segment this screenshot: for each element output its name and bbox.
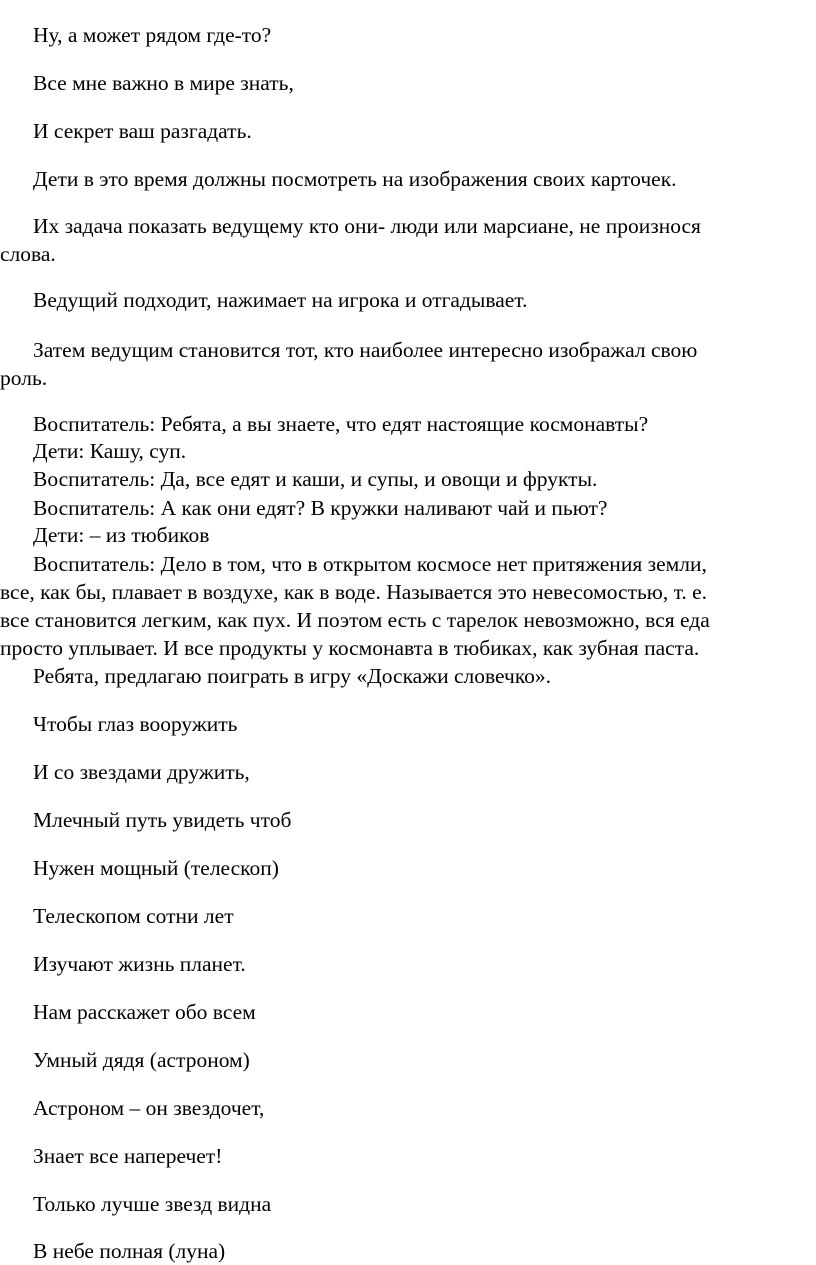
text-line: И со звездами дружить, (33, 760, 250, 784)
text-line: Ведущий подходит, нажимает на игрока и отгадывает. (33, 288, 528, 312)
text-line: Только лучше звезд видна (33, 1192, 272, 1216)
text-line: Дети: Кашу, суп. (33, 439, 187, 463)
text-line: Астроном – он звездочет, (33, 1096, 265, 1120)
text-line: В небе полная (луна) (33, 1239, 226, 1263)
text-line: Воспитатель: А как они едят? В кружки наливают чай и пьют? (33, 496, 608, 520)
text-line: Воспитатель: Дело в том, что в открытом космосе нет притяжения земли, (33, 552, 707, 576)
text-line: Воспитатель: Да, все едят и каши, и супы, и овощи и фрукты. (33, 467, 598, 491)
text-line: Умный дядя (астроном) (33, 1048, 250, 1072)
text-line: Ну, а может рядом где-то? (33, 23, 272, 47)
text-line: Нам расскажет обо всем (33, 1000, 256, 1024)
text-line: Дети: – из тюбиков (33, 523, 210, 547)
text-line: Чтобы глаз вооружить (33, 712, 238, 736)
text-line: Изучают жизнь планет. (33, 952, 246, 976)
text-line: Их задача показать ведущему кто они- люди или марсиане, не произнося (33, 214, 701, 238)
text-line: Все мне важно в мире знать, (33, 71, 294, 95)
text-line: Телескопом сотни лет (33, 904, 234, 928)
text-line: Нужен мощный (телескоп) (33, 856, 279, 880)
text-line: Воспитатель: Ребята, а вы знаете, что едят настоящие космонавты? (33, 412, 649, 436)
text-line: Ребята, предлагаю поиграть в игру «Доскажи словечко». (33, 664, 552, 688)
text-line: И секрет ваш разгадать. (33, 119, 252, 143)
text-line: роль. (0, 366, 48, 390)
text-line: Дети в это время должны посмотреть на изображения своих карточек. (33, 167, 677, 191)
text-line: все, как бы, плавает в воздухе, как в воде. Называется это невесомостью, т. е. (0, 580, 708, 604)
text-line: слова. (0, 242, 56, 266)
text-line: все становится легким, как пух. И поэтом есть с тарелок невозможно, вся еда (0, 608, 710, 632)
text-line: просто уплывает. И все продукты у космонавта в тюбиках, как зубная паста. (0, 636, 700, 660)
text-line: Знает все наперечет! (33, 1144, 223, 1168)
text-line: Затем ведущим становится тот, кто наиболее интересно изображал свою (33, 338, 698, 362)
text-line: Млечный путь увидеть чтоб (33, 808, 292, 832)
